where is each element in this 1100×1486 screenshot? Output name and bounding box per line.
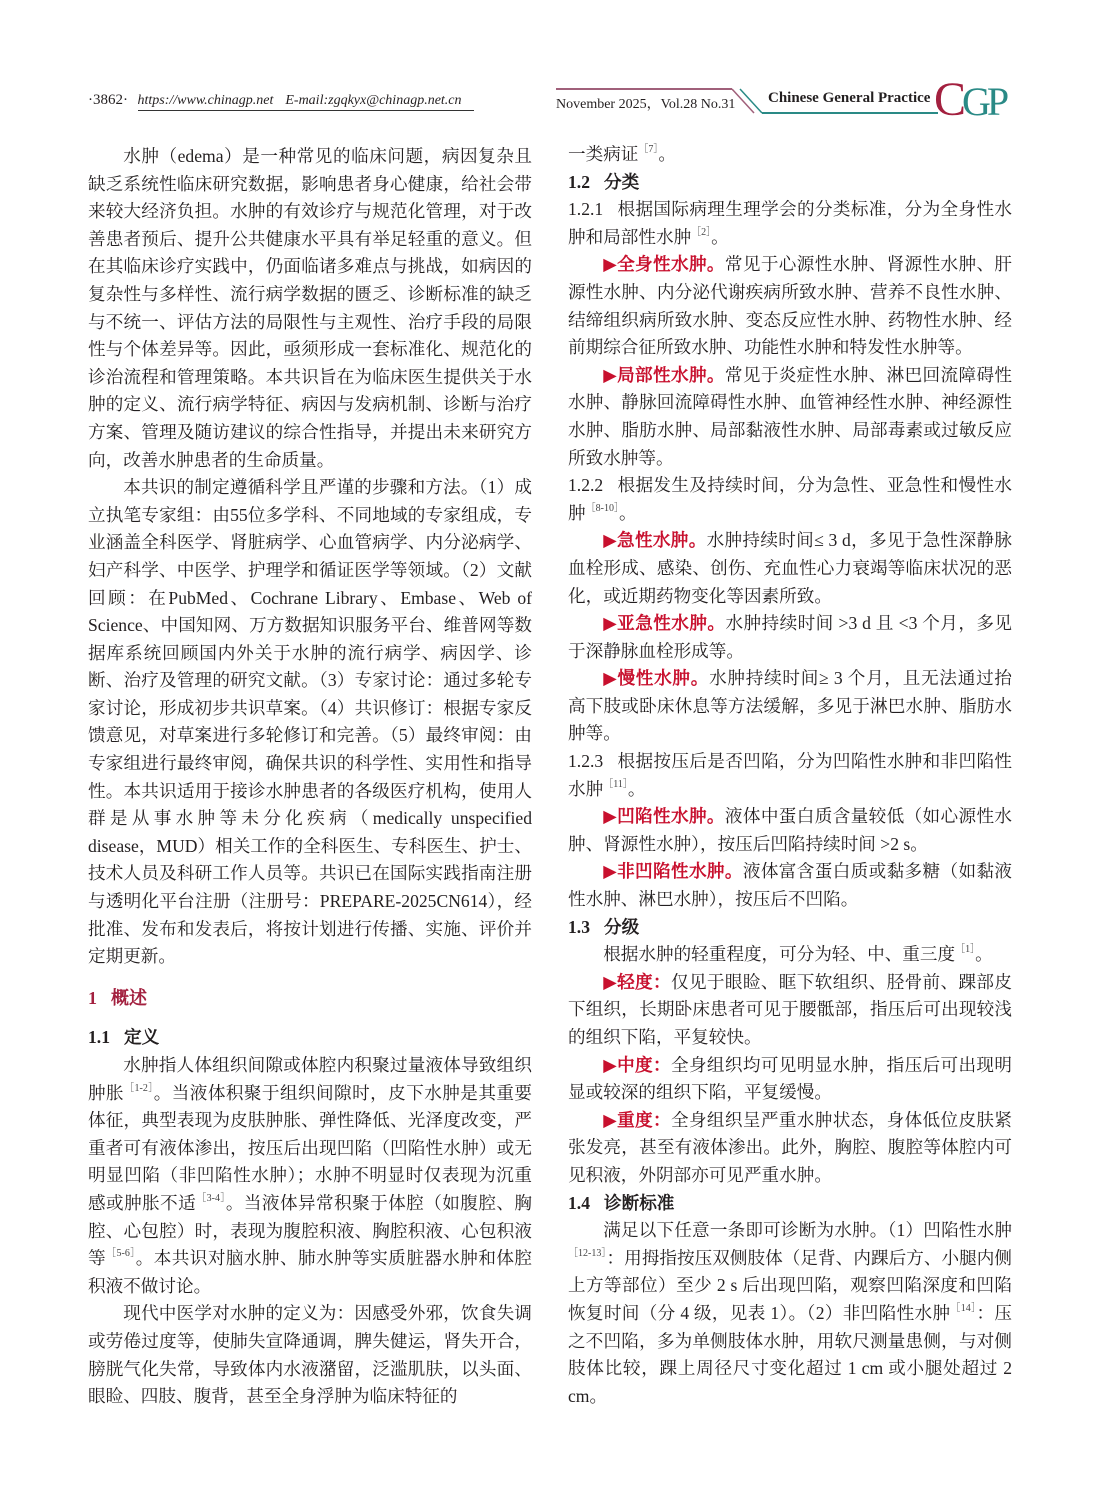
text-run: 水肿持续时间 >3 d 且 <3 个月，多见于深静脉血栓形成等。 [568, 613, 1012, 661]
paragraph [88, 474, 532, 971]
text-run: 。本共识对脑水肿、肺水肿等实质脏器水肿和体腔积液不做讨论。 [88, 1248, 532, 1296]
text-run: 根据国际病理生理学会的分类标准，分为全身性水肿和局部性水肿 [568, 199, 1012, 247]
citation-ref[interactable]: ［2］ [691, 226, 712, 238]
running-header-left [88, 92, 474, 109]
issue-info: November 2025，Vol.28 No.31 [556, 97, 736, 112]
text-run: 。当液体异常积聚于体腔（如腹腔、胸腔、心包腔）时，表现为腹腔积液、胸腔积液、心包积液等 [88, 1192, 532, 1269]
citation-ref[interactable]: ［14］ [950, 1302, 977, 1314]
marker-term: ▶中度： [603, 1054, 671, 1075]
journal-logo: CGP [934, 73, 1006, 126]
marker-term: ▶重度： [603, 1109, 671, 1130]
text-run: 。 [975, 944, 993, 965]
citation-ref[interactable]: ［7］ [638, 144, 659, 155]
right-column [568, 141, 1012, 1410]
paragraph [88, 1300, 532, 1410]
paragraph [568, 941, 1012, 969]
marker-term: ▶局部性水肿。 [603, 364, 725, 385]
text-run: 液体中蛋白质含量较低（如心源性水肿、肾源性水肿），按压后凹陷持续时间 >2 s。 [568, 806, 1013, 854]
text-run: 水肿持续时间≤ 3 d，多见于急性深静脉血栓形成、感染、创伤、充血性心力衰竭等临床状况的恶化，或近期药物变化等因素所致。 [568, 530, 1012, 606]
text-run: 根据水肿的轻重程度，可分为轻、中、重三度 [603, 944, 956, 965]
text-run: 水肿持续时间≥ 3 个月，且无法通过抬高下肢或卧床休息等方法缓解，多见于淋巴水肿、脂肪水肿等。 [568, 668, 1012, 744]
paragraph [568, 803, 1012, 858]
citation-ref[interactable]: ［5-6］ [106, 1248, 136, 1260]
journal-email-link[interactable]: E-mail:zgqkyx@chinagp.net.cn [285, 93, 462, 108]
marker-term: ▶急性水肿。 [603, 530, 707, 551]
text-run: 水肿指人体组织间隙或体腔内积聚过量液体导致组织肿胀 [88, 1055, 532, 1103]
text-run: ：压之不凹陷，多为单侧肢体水肿，用软尺测量患侧，与对侧肢体比较，踝上周径尺寸变化超过 1 cm 或小腿处超过 2 cm。 [568, 1302, 1012, 1406]
text-run: 。 [711, 226, 729, 247]
text-run: 本共识的制定遵循科学且严谨的步骤和方法。（1）成立执笔专家组：由55位多学科、不同地域的专家组成，专业涵盖全科医学、肾脏病学、心血管病学、内分泌病学、妇产科学、中医学、护理学和循证医学等领域。（2）文献回顾：在PubMed、Cochrane Library、Embase、Web of Science、中国知网、万方数据知识服务平台、维普网等数据库系统回顾国内外关于水肿的流行病学、病因学、诊断、治疗及管理的研究文献。（3）专家讨论：通过多轮专家讨论，形成初步共识草案。（4）共识修订：根据专家反馈意见，对草案进行多轮修订和完善。（5）最终审阅：由专家组进行最终审阅，确保共识的科学性、实用性和指导性。本共识适用于接诊水肿患者的各级医疗机构，使用人群是从事水肿等未分化疾病（medically unspecified disease，MUD）相关工作的全科医生、专科医生、护士、技术人员及科研工作人员等。共识已在国际实践指南注册与透明化平台注册（注册号：PREPARE-2025CN614），经批准、发布和发表后，将按计划进行传播、实施、评价并定期更新。 [88, 477, 532, 967]
paragraph [568, 527, 1012, 610]
text-run: 水肿（edema）是一种常见的临床问题，病因复杂且缺乏系统性临床研究数据，影响患者身心健康，给社会带来较大经济负担。水肿的有效诊疗与规范化管理，对于改善患者预后、提升公共健康水平具有举足轻重的意义。但在其临床诊疗实践中，仍面临诸多难点与挑战，如病因的复杂性与多样性、流行病学数据的匮乏、诊断标准的缺乏与不统一、评估方法的局限性与主观性、治疗手段的局限性与个体差异等。因此，亟须形成一套标准化、规范化的诊治流程和管理策略。本共识旨在为临床医生提供关于水肿的定义、流行病学特征、病因与发病机制、诊断与治疗方案、管理及随访建议的综合性指导，并提出未来研究方向，改善水肿患者的生命质量。 [88, 146, 532, 470]
journal-name: Chinese General Practice [768, 90, 931, 106]
text-run: 现代中医学对水肿的定义为：因感受外邪，饮食失调或劳倦过度等，使肺失宣降通调，脾失健运，肾失开合，膀胱气化失常，导致体内水液潴留，泛滥肌肤，以头面、眼睑、四肢、腹背，甚至全身浮肿为临床特征的 [88, 1303, 532, 1407]
paragraph [88, 1052, 532, 1300]
marker-term: ▶轻度： [603, 971, 671, 992]
text-run: 。 [627, 778, 646, 799]
journal-url-link[interactable]: https://www.chinagp.net [137, 93, 274, 108]
text-run: 根据按压后是否凹陷，分为凹陷性水肿和非凹陷性水肿 [568, 751, 1012, 799]
paragraph [568, 472, 1012, 527]
section-heading [88, 985, 532, 1013]
text-run: 一类病证 [568, 144, 639, 164]
text-run: 满足以下任意一条即可诊断为水肿。（1）凹陷性水肿 [603, 1220, 1012, 1241]
paragraph [568, 969, 1012, 1052]
text-run: 常见于炎症性水肿、淋巴回流障碍性水肿、静脉回流障碍性水肿、血管神经性水肿、神经源性水肿、脂肪水肿、局部黏液性水肿、局部毒素或过敏反应所致水肿等。 [568, 364, 1013, 468]
section-number: 1.2.3 [568, 751, 604, 772]
text-run: 。当液体积聚于组织间隙时，皮下水肿是其重要体征，典型表现为皮肤肿胀、弹性降低、光泽度改变，严重者可有液体渗出，按压后出现凹陷（凹陷性水肿）或无明显凹陷（非凹陷性水肿）；水肿不明显时仅表现为沉重感或肿胀不适 [88, 1082, 532, 1213]
paragraph [568, 141, 1012, 169]
text-run: 根据发生及持续时间，分为急性、亚急性和慢性水肿 [568, 475, 1012, 523]
section-number: 1.1 [88, 1027, 110, 1048]
text-run: 液体富含蛋白质或黏多糖（如黏液性水肿、淋巴水肿），按压后不凹陷。 [568, 861, 1012, 910]
section-number: 1.2 [568, 171, 590, 192]
paragraph [568, 196, 1012, 251]
marker-term: ▶慢性水肿。 [603, 668, 710, 689]
text-run: 诊断标准 [604, 1192, 675, 1213]
header-rule-bottom [762, 112, 938, 114]
paragraph [88, 143, 532, 474]
marker-term: ▶亚急性水肿。 [603, 613, 726, 634]
section-number: 1 [88, 987, 97, 1008]
paragraph [568, 665, 1012, 748]
text-run: 仅见于眼睑、眶下软组织、胫骨前、踝部皮下组织，长期卧床患者可见于腰骶部，指压后可出现较浅的组织下陷，平复较快。 [568, 971, 1012, 1047]
text-run: ：用拇指按压双侧肢体（足背、内踝后方、小腿内侧上方等部位）至少 2 s 后出现凹陷，观察凹陷深度和凹陷恢复时间（分 4 级，见表 1）。（2）非凹陷性水肿 [568, 1247, 1012, 1323]
text-run: 全身组织呈严重水肿状态，身体低位皮肤紧张发亮，甚至有液体渗出。此外，胸腔、腹腔等体腔内可见积液，外阴部亦可见严重水肿。 [568, 1109, 1012, 1185]
citation-ref[interactable]: ［11］ [603, 778, 628, 790]
paragraph [568, 858, 1012, 913]
citation-ref[interactable]: ［1-2］ [124, 1082, 154, 1094]
section-heading [88, 1024, 532, 1052]
text-run: 。 [658, 144, 676, 164]
section-number: 1.4 [568, 1192, 590, 1213]
section-number: 1.2.1 [568, 199, 604, 220]
section-number: 1.3 [568, 916, 590, 937]
text-run: 定义 [124, 1027, 160, 1048]
section-heading [568, 914, 1012, 942]
paragraph [568, 1107, 1012, 1190]
citation-ref[interactable]: ［12-13］ [568, 1247, 607, 1259]
paragraph [568, 251, 1012, 361]
marker-term: ▶凹陷性水肿。 [603, 806, 725, 827]
section-number: 1.2.2 [568, 475, 604, 496]
paragraph [568, 748, 1012, 803]
paragraph [568, 1052, 1012, 1107]
page-number: ·3862· [88, 92, 128, 108]
citation-ref[interactable]: ［3-4］ [196, 1192, 226, 1204]
text-run: 。 [618, 502, 637, 523]
paragraph [568, 362, 1012, 472]
text-run: 概述 [111, 987, 147, 1008]
header-rule-top [556, 88, 732, 90]
section-heading [568, 1190, 1012, 1218]
paragraph [568, 1217, 1012, 1410]
marker-term: ▶全身性水肿。 [603, 254, 725, 275]
text-run: 全身组织均可见明显水肿，指压后可出现明显或较深的组织下陷，平复缓慢。 [568, 1054, 1012, 1103]
section-heading [568, 169, 1012, 197]
paragraph [568, 610, 1012, 665]
left-column [88, 143, 532, 1411]
text-run: 分类 [604, 171, 640, 192]
text-run: 分级 [604, 916, 640, 937]
header-diagonal-rule [732, 88, 764, 114]
citation-ref[interactable]: ［1］ [955, 944, 976, 956]
marker-term: ▶非凹陷性水肿。 [603, 861, 743, 882]
citation-ref[interactable]: ［8-10］ [585, 502, 619, 514]
text-run: 常见于心源性水肿、肾源性水肿、肝源性水肿、内分泌代谢疾病所致水肿、营养不良性水肿、结缔组织病所致水肿、变态反应性水肿、药物性水肿、经前期综合征所致水肿、功能性水肿和特发性水肿等。 [568, 254, 1013, 358]
